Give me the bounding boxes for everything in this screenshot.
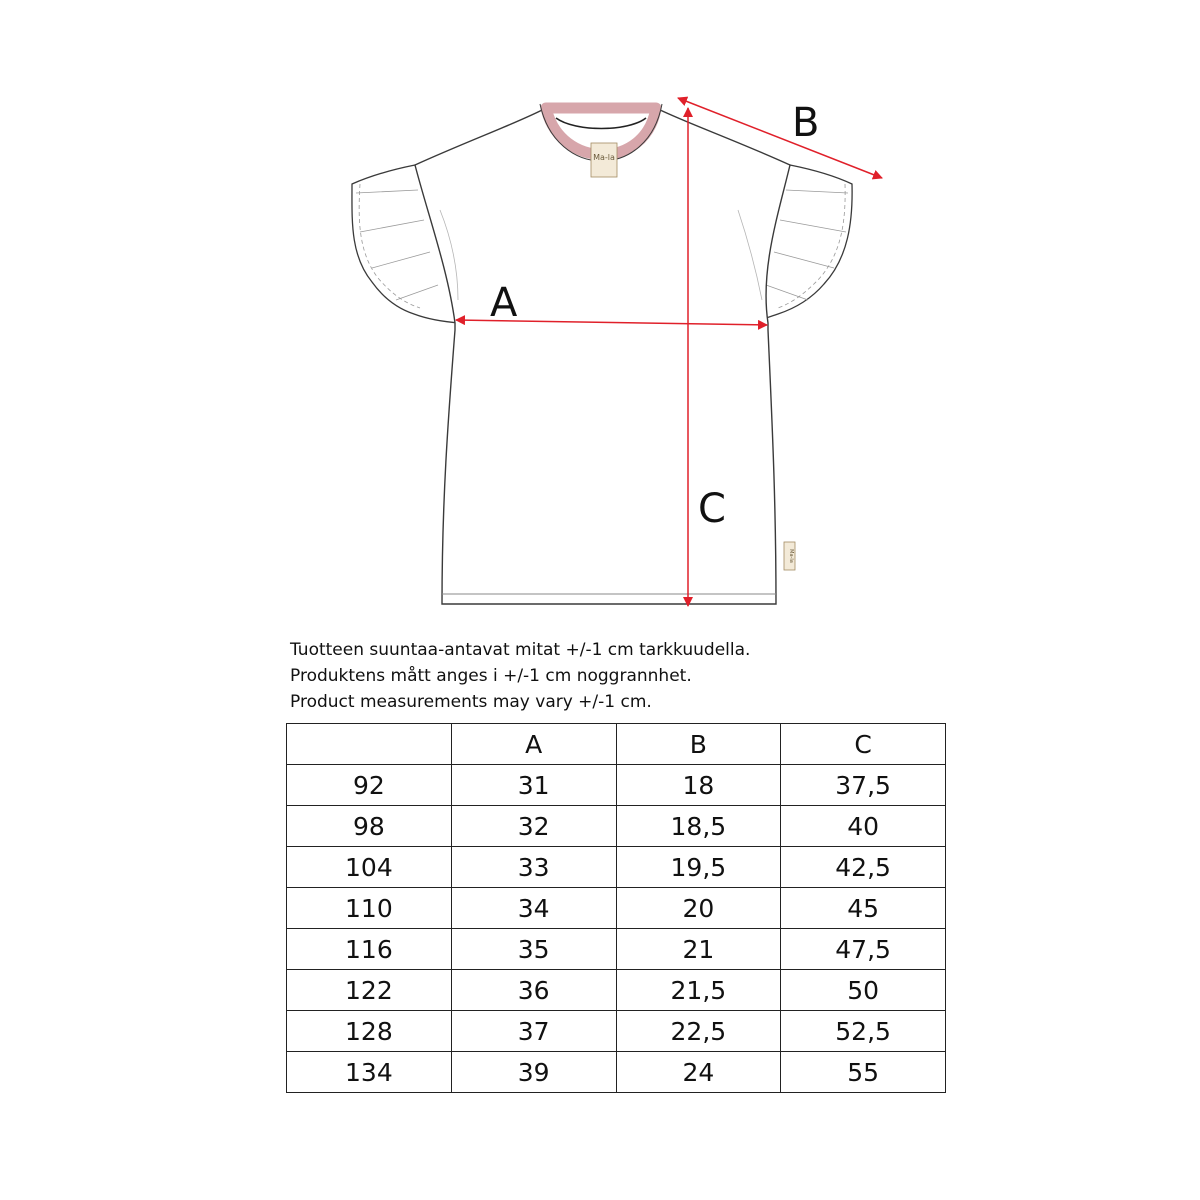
table-row xyxy=(287,847,946,888)
neck-label-text: Ma-la xyxy=(593,153,615,162)
a-cell: 35 xyxy=(451,929,616,970)
size-cell: 116 xyxy=(287,929,452,970)
table-row xyxy=(287,765,946,806)
a-cell: 32 xyxy=(451,806,616,847)
note-english: Product measurements may vary +/-1 cm. xyxy=(290,692,652,712)
dimension-b-label: B xyxy=(792,100,820,146)
b-cell: 22,5 xyxy=(616,1011,781,1052)
c-cell: 55 xyxy=(781,1052,946,1093)
table-row xyxy=(287,929,946,970)
a-cell: 36 xyxy=(451,970,616,1011)
dimension-a-label: A xyxy=(490,280,518,326)
b-cell: 21,5 xyxy=(616,970,781,1011)
table-row xyxy=(287,1052,946,1093)
measurement-notes xyxy=(290,637,990,715)
table-row xyxy=(287,806,946,847)
c-cell: 37,5 xyxy=(781,765,946,806)
c-cell: 50 xyxy=(781,970,946,1011)
size-cell: 110 xyxy=(287,888,452,929)
b-cell: 18 xyxy=(616,765,781,806)
b-cell: 21 xyxy=(616,929,781,970)
size-cell: 122 xyxy=(287,970,452,1011)
size-cell: 104 xyxy=(287,847,452,888)
a-cell: 39 xyxy=(451,1052,616,1093)
size-cell: 98 xyxy=(287,806,452,847)
note-finnish: Tuotteen suuntaa-antavat mitat +/-1 cm tarkkuudella. xyxy=(290,640,751,660)
b-cell: 19,5 xyxy=(616,847,781,888)
b-cell: 20 xyxy=(616,888,781,929)
size-cell: 134 xyxy=(287,1052,452,1093)
size-cell: 128 xyxy=(287,1011,452,1052)
table-header-row xyxy=(287,724,946,765)
c-cell: 47,5 xyxy=(781,929,946,970)
table-row xyxy=(287,1011,946,1052)
a-cell: 37 xyxy=(451,1011,616,1052)
tshirt-body-outline xyxy=(415,108,790,604)
b-cell: 18,5 xyxy=(616,806,781,847)
c-cell: 40 xyxy=(781,806,946,847)
header-cell-a: A xyxy=(451,724,616,765)
dimension-c-label: C xyxy=(698,486,726,532)
a-cell: 33 xyxy=(451,847,616,888)
side-tag-text: Ma-la xyxy=(788,549,794,563)
header-cell-c: C xyxy=(781,724,946,765)
b-cell: 24 xyxy=(616,1052,781,1093)
c-cell: 42,5 xyxy=(781,847,946,888)
header-cell-size xyxy=(287,724,452,765)
size-measurement-table xyxy=(286,723,946,1093)
note-swedish: Produktens mått anges i +/-1 cm noggrannhet. xyxy=(290,666,692,686)
table-row xyxy=(287,888,946,929)
size-cell: 92 xyxy=(287,765,452,806)
header-cell-b: B xyxy=(616,724,781,765)
c-cell: 52,5 xyxy=(781,1011,946,1052)
a-cell: 31 xyxy=(451,765,616,806)
table-row xyxy=(287,970,946,1011)
a-cell: 34 xyxy=(451,888,616,929)
c-cell: 45 xyxy=(781,888,946,929)
